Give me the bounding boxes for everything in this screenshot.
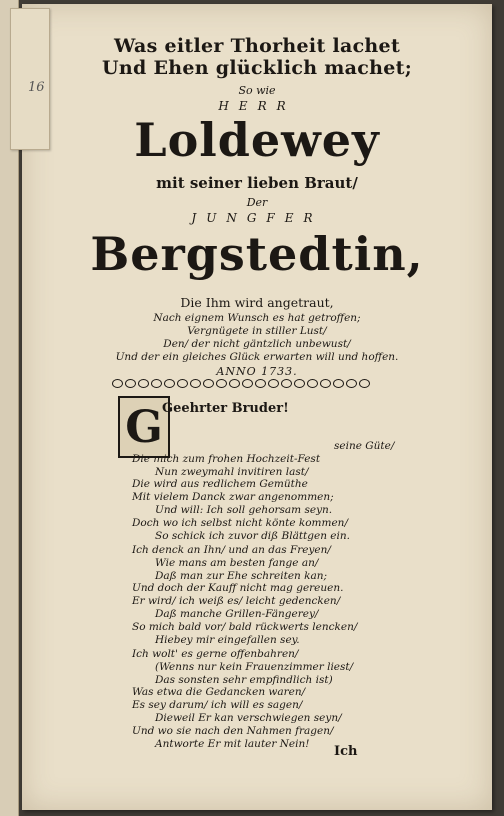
subtitle-line-3: Vergnügete in stiller Lust/ [187, 325, 327, 337]
verse-line: Es sey darum/ ich will es sagen/ [132, 699, 303, 712]
subtitle-line-1: Die Ihm wird angetraut, [180, 295, 334, 310]
ornament-glyph [177, 379, 188, 388]
ornament-glyph [216, 379, 227, 388]
subtitle-line-4: Den/ der nicht gäntzlich unbewust/ [163, 338, 351, 350]
anno-year: ANNO 1733. [216, 365, 298, 378]
ornament-glyph [281, 379, 292, 388]
drop-capital: G [118, 396, 170, 458]
verse-line: Wie mans am besten fange an/ [155, 556, 319, 569]
verse-line: Und doch der Kauff nicht mag gereuen. [132, 582, 344, 595]
verse-line: seine Güte/ [334, 440, 395, 452]
groom-name: Loldewey [134, 113, 380, 167]
verse-line: Doch wo ich selbst nicht könte kommen/ [132, 516, 348, 529]
ornament-glyph [112, 379, 123, 388]
verse-line: Antworte Er mit lauter Nein! [155, 737, 310, 750]
bride-name: Bergstedtin, [90, 227, 424, 281]
verse-line: Daß man zur Ehe schreiten kan; [155, 569, 328, 582]
verse-line: Mit vielem Danck zwar angenommen; [132, 491, 334, 504]
ornament-glyph [138, 379, 149, 388]
ornament-glyph [346, 379, 357, 388]
ornament-glyph [333, 379, 344, 388]
verse-line: Nun zweymahl invitiren last/ [155, 465, 309, 478]
subtitle-line-2: Nach eignem Wunsch es hat getroffen; [153, 312, 361, 324]
ornament-glyph [164, 379, 175, 388]
ornament-glyph [203, 379, 214, 388]
ornament-glyph [125, 379, 136, 388]
verse-line: Ich denck an Ihn/ und an das Freyen/ [132, 544, 331, 556]
verse-line: Was etwa die Gedancken waren/ [132, 686, 306, 699]
ornament-glyph [307, 379, 318, 388]
verse-line: Und wo sie nach den Nahmen fragen/ [132, 724, 334, 737]
der-label: Der [246, 196, 268, 209]
verse-line: So mich bald vor/ bald rückwerts lencken/ [132, 620, 358, 633]
subtitle-line-5: Und der ein gleiches Glück erwarten will und hoffen. [115, 351, 399, 363]
salutation: Geehrter Bruder! [162, 401, 289, 416]
verse-line: Er wird/ ich weiß es/ leicht gedencken/ [132, 595, 341, 608]
ornament-glyph [190, 379, 201, 388]
ornament-glyph [151, 379, 162, 388]
verse-line: Die mich zum frohen Hochzeit-Fest [132, 452, 321, 465]
ornamental-border [112, 379, 374, 389]
catchword: Ich [334, 744, 358, 759]
ornament-glyph [320, 379, 331, 388]
title-line-1: Was eitler Thorheit lachet [113, 35, 401, 57]
verse-line: (Wenns nur kein Frauenzimmer liest/ [155, 660, 354, 673]
verse-line: Das sonsten sehr empfindlich ist) [155, 673, 333, 686]
ornament-glyph [294, 379, 305, 388]
title-line-2: Und Ehen glücklich machet; [101, 57, 413, 79]
margin-note: 16 [28, 80, 45, 95]
herr-label: HERR [218, 99, 296, 113]
verse-line: Die wird aus redlichem Gemüthe [132, 478, 308, 491]
ornament-glyph [268, 379, 279, 388]
paper-slip [10, 8, 50, 150]
page-content [22, 4, 492, 810]
ornament-glyph [229, 379, 240, 388]
verse-line: Ich wolt' es gerne offenbahren/ [132, 648, 299, 660]
ornament-glyph [255, 379, 266, 388]
verse-line: Dieweil Er kan verschwiegen seyn/ [155, 712, 342, 724]
ornament-glyph [242, 379, 253, 388]
verse-line: Und will: Ich soll gehorsam seyn. [155, 504, 333, 516]
ornament-glyph [359, 379, 370, 388]
so-wie: So wie [238, 84, 276, 97]
verse-line: Hiebey mir eingefallen sey. [155, 633, 300, 646]
jungfer-label: JUNGFER [191, 211, 323, 225]
verse-line: Daß manche Grillen-Fängerey/ [155, 608, 319, 620]
verse-line: So schick ich zuvor diß Blättgen ein. [155, 529, 350, 542]
with-bride-line: mit seiner lieben Braut/ [156, 174, 358, 192]
document-page [22, 4, 492, 810]
